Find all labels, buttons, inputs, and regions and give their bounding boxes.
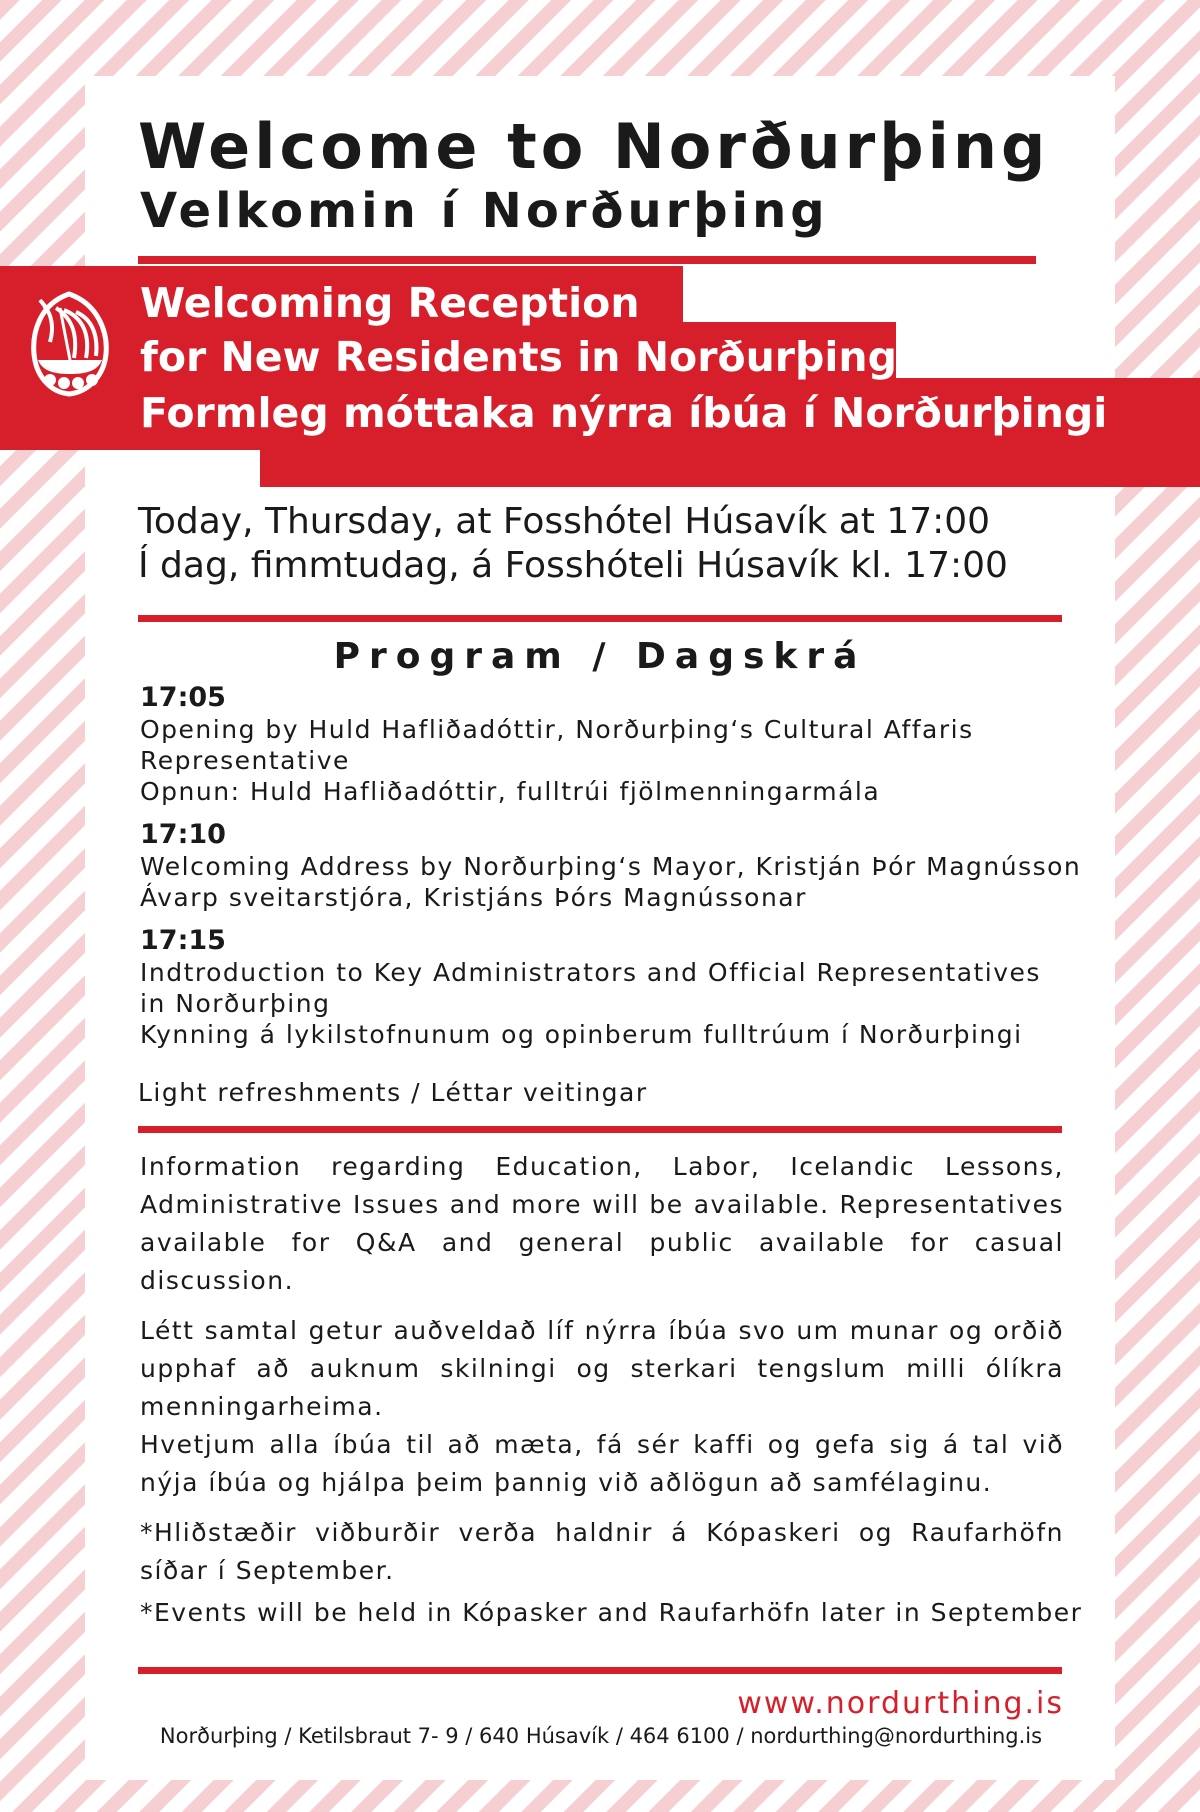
footer-divider xyxy=(138,1667,1062,1674)
program-item-text: in Norðurþing xyxy=(140,989,331,1018)
info-paragraph: Létt samtal getur auðveldað líf nýrra íbúa svo um munar og orðið upphaf að auknum skilningi og sterkari tengslum milli ólíkra menningarheima. xyxy=(140,1316,1064,1421)
info-paragraph: Information regarding Education, Labor, Icelandic Lessons, Administrative Issues and more will be available. Representatives available for Q&A and general public available for casual discussion. xyxy=(140,1152,1064,1295)
banner-band xyxy=(260,440,1200,487)
website-link[interactable]: www.nordurthing.is xyxy=(737,1686,1064,1721)
reception-title-line: Formleg móttaka nýrra íbúa í Norðurþingi xyxy=(140,389,1108,437)
program-item-text: Opnun: Huld Hafliðadóttir, fulltrúi fjölmenningarmála xyxy=(140,777,881,806)
event-when-is: Í dag, fimmtudag, á Fosshóteli Húsavík kl. 17:00 xyxy=(138,545,1008,586)
program-item xyxy=(140,925,1065,1050)
program-item-text: Opening by Huld Hafliðadóttir, Norðurþing‘s Cultural Affaris xyxy=(140,715,974,744)
program-item-time: 17:05 xyxy=(140,682,226,713)
info-paragraph: Hvetjum alla íbúa til að mæta, fá sér kaffi og gefa sig á tal við nýja íbúa og hjálpa þeim þannig við aðlögun að samfélaginu. xyxy=(140,1430,1064,1497)
program-item-text: Kynning á lykilstofnunum og opinberum fulltrúum í Norðurþingi xyxy=(140,1020,1023,1049)
program-item-text: Indtroduction to Key Administrators and Official Representatives xyxy=(140,958,1041,987)
program-list xyxy=(140,682,1082,1062)
event-time-location xyxy=(138,500,1008,588)
viking-ship-crest-icon xyxy=(26,288,112,400)
program-item-time: 17:15 xyxy=(140,925,226,956)
info-note: *Hliðstæðir viðburðir verða haldnir á Kópaskeri og Raufarhöfn síðar í September. xyxy=(140,1518,1064,1585)
poster-subtitle: Velkomin í Norðurþing xyxy=(140,183,829,239)
section-divider xyxy=(138,1126,1062,1133)
program-item-text: Welcoming Address by Norðurþing‘s Mayor, Kristján Þór Magnússon xyxy=(140,852,1082,881)
program-item xyxy=(140,819,1082,913)
program-item-text: Representative xyxy=(140,746,350,775)
refreshments-note: Light refreshments / Léttar veitingar xyxy=(138,1078,648,1107)
reception-title-line: for New Residents in Norðurþing xyxy=(140,333,897,381)
program-item-text: Ávarp sveitarstjóra, Kristjáns Þórs Magnússonar xyxy=(140,883,807,912)
program-heading: Program / Dagskrá xyxy=(333,636,867,677)
info-note: *Events will be held in Kópasker and Raufarhöfn later in September xyxy=(140,1598,1083,1627)
reception-title-line: Welcoming Reception xyxy=(140,279,640,327)
info-section xyxy=(140,1148,1083,1632)
program-item xyxy=(140,682,1065,807)
event-when-en: Today, Thursday, at Fosshótel Húsavík at 17:00 xyxy=(138,501,991,542)
footer-contact: Norðurþing / Ketilsbraut 7- 9 / 640 Húsavík / 464 6100 / nordurthing@nordurthing.is xyxy=(159,1724,1043,1748)
poster-title: Welcome to Norðurþing xyxy=(138,110,1050,183)
top-divider xyxy=(138,256,1036,264)
section-divider xyxy=(138,615,1062,622)
program-item-time: 17:10 xyxy=(140,819,226,850)
